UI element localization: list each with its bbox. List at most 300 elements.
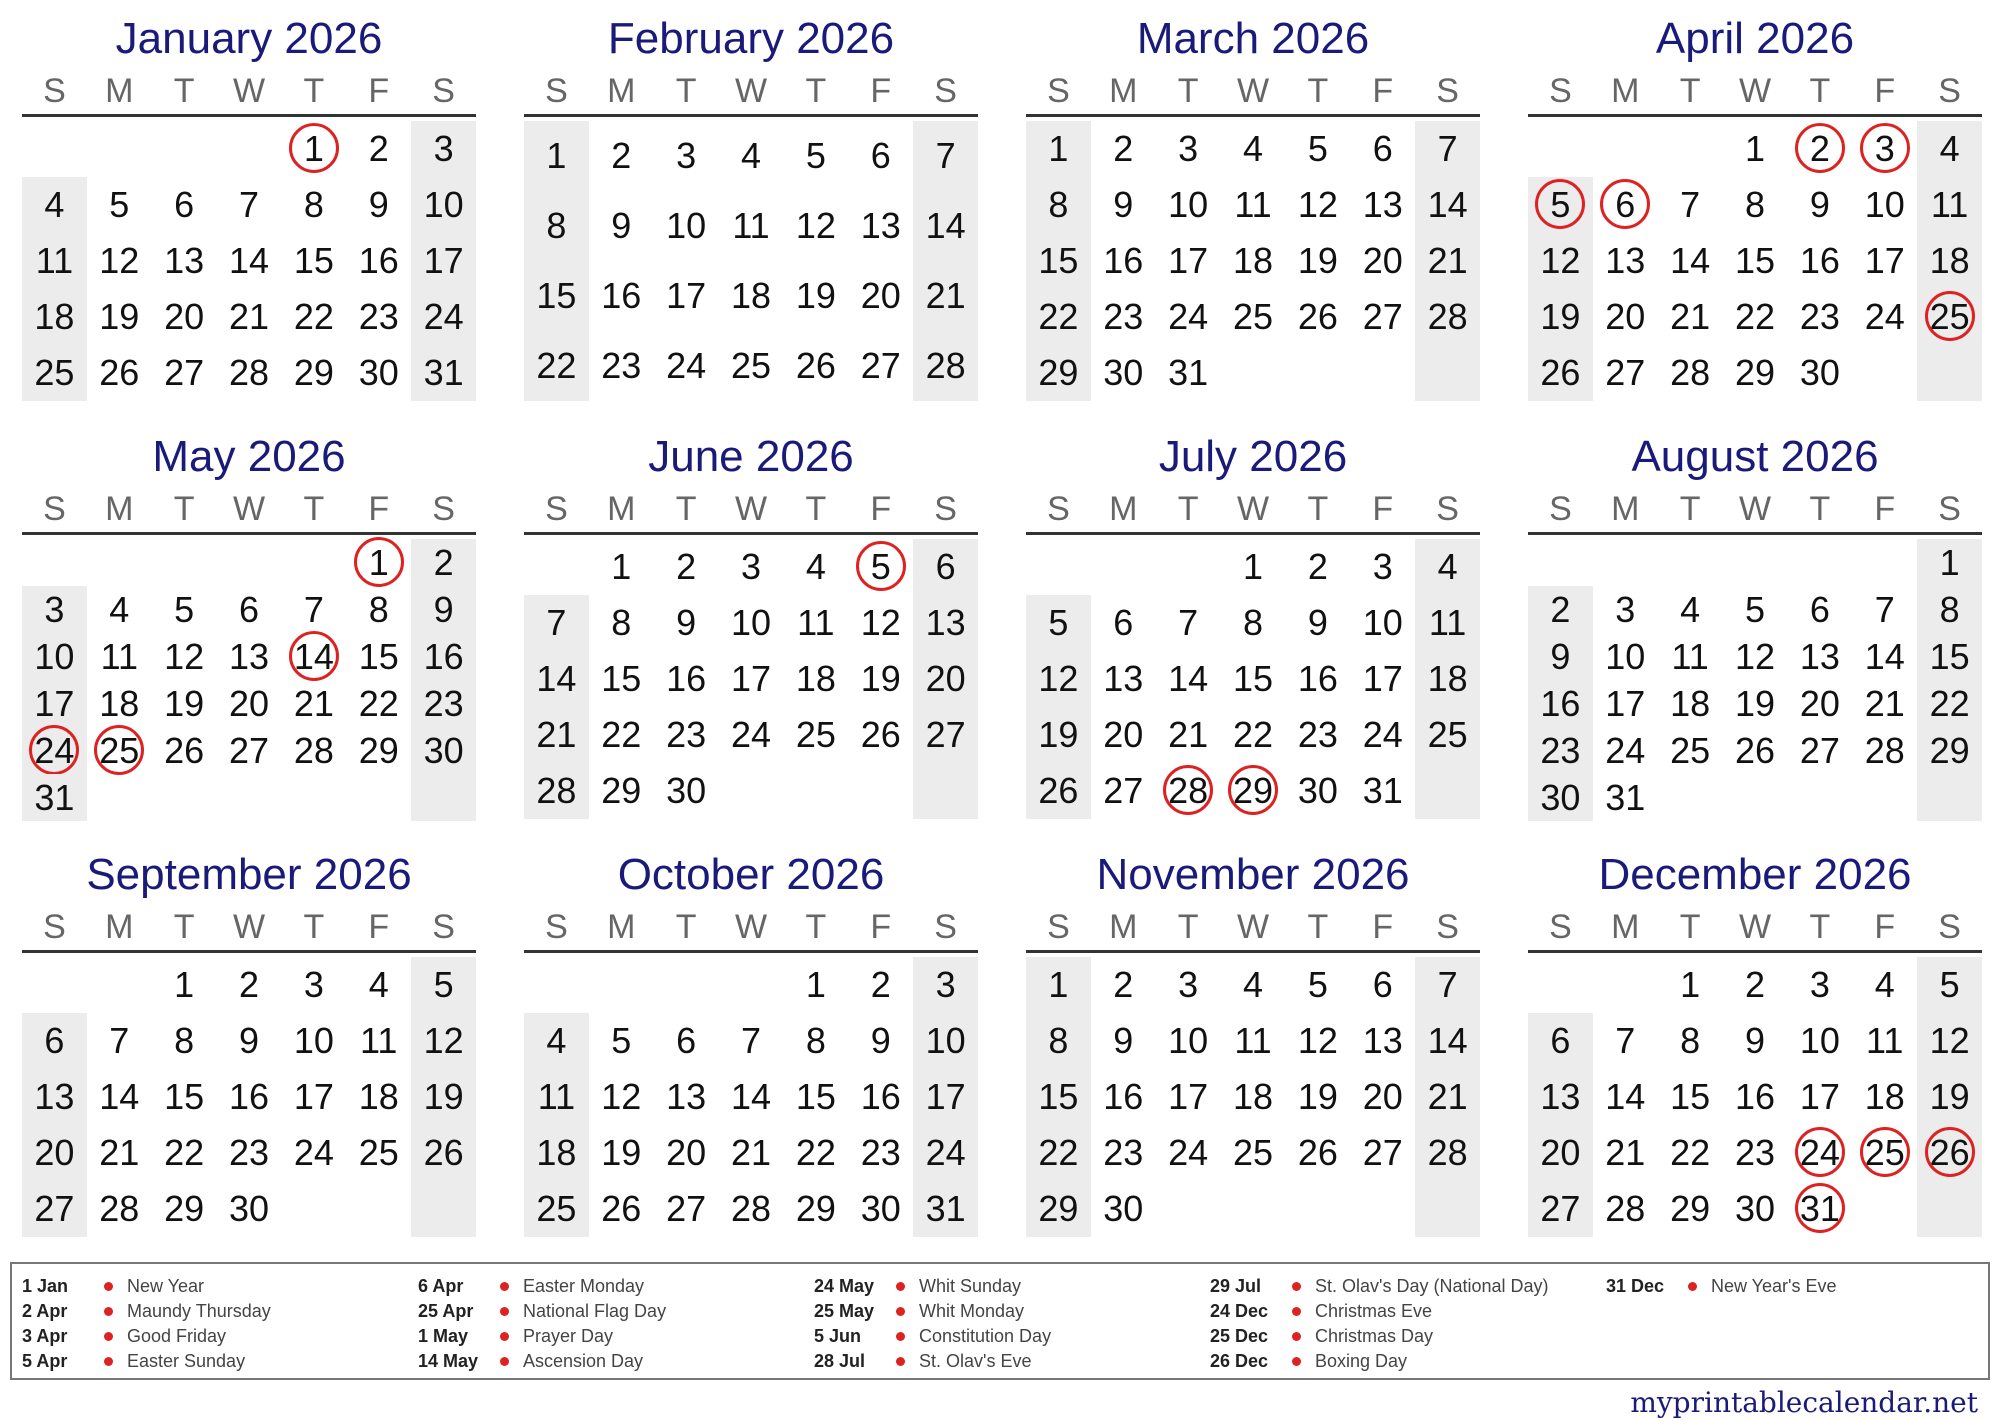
day-cell bbox=[1528, 177, 1593, 233]
weekday-label: T bbox=[1679, 489, 1701, 528]
day-cell bbox=[1091, 1181, 1156, 1237]
empty-cell bbox=[1156, 539, 1221, 595]
day-number: 24 bbox=[1168, 1132, 1209, 1173]
day-cell bbox=[1528, 680, 1593, 727]
bullet-dot-icon bbox=[104, 1307, 113, 1316]
day-cell bbox=[1156, 1069, 1221, 1125]
weekday-label: T bbox=[1809, 489, 1831, 528]
weekday-label: T bbox=[675, 71, 697, 110]
day-cell bbox=[1091, 233, 1156, 289]
weekday-label: W bbox=[734, 907, 768, 946]
holiday-circle-icon bbox=[1925, 291, 1975, 341]
day-number: 8 bbox=[1744, 184, 1766, 225]
day-number: 19 bbox=[1929, 1076, 1970, 1117]
day-number: 20 bbox=[1362, 1076, 1403, 1117]
day-number: 18 bbox=[99, 683, 140, 724]
day-cell bbox=[1528, 345, 1593, 401]
day-cell bbox=[848, 191, 913, 261]
week-row bbox=[524, 331, 978, 401]
calendar-grid bbox=[22, 10, 1978, 1230]
day-cell bbox=[1156, 651, 1221, 707]
legend-holiday-name: Constitution Day bbox=[919, 1326, 1052, 1346]
day-number: 17 bbox=[1605, 683, 1646, 724]
empty-cell bbox=[1787, 539, 1852, 586]
day-cell bbox=[1787, 1125, 1852, 1181]
week-row bbox=[524, 957, 978, 1013]
weekday-label: S bbox=[1938, 489, 1961, 528]
week-row bbox=[1528, 233, 1982, 289]
day-number: 1 bbox=[1048, 964, 1069, 1005]
day-cell bbox=[654, 261, 719, 331]
day-cell bbox=[217, 1069, 282, 1125]
week-row bbox=[524, 1125, 978, 1181]
day-cell bbox=[1091, 1013, 1156, 1069]
day-number: 19 bbox=[1297, 1076, 1338, 1117]
holiday-circle-icon bbox=[1795, 1127, 1845, 1177]
day-number: 14 bbox=[293, 636, 334, 677]
day-number: 21 bbox=[1427, 240, 1468, 281]
day-number: 30 bbox=[1103, 1188, 1144, 1229]
day-cell bbox=[1415, 121, 1480, 177]
legend-date: 5 Apr bbox=[22, 1351, 68, 1371]
week-row bbox=[524, 1069, 978, 1125]
day-number: 29 bbox=[358, 730, 399, 771]
legend-column bbox=[814, 1274, 1051, 1374]
day-number: 7 bbox=[238, 184, 260, 225]
holiday-circle-icon bbox=[1860, 123, 1910, 173]
weekday-label: F bbox=[368, 907, 390, 946]
day-number: 12 bbox=[601, 1076, 642, 1117]
day-cell bbox=[152, 1013, 217, 1069]
month-title: April 2026 bbox=[1655, 14, 1855, 63]
weekday-label: F bbox=[368, 71, 390, 110]
day-cell bbox=[87, 177, 152, 233]
day-number: 22 bbox=[164, 1132, 205, 1173]
day-cell bbox=[1723, 345, 1788, 401]
day-number: 4 bbox=[1939, 128, 1960, 169]
day-number: 29 bbox=[1232, 770, 1274, 811]
week-row bbox=[22, 1013, 476, 1069]
day-cell bbox=[1026, 345, 1091, 401]
weekday-header bbox=[524, 904, 978, 953]
day-cell bbox=[1528, 1013, 1593, 1069]
weekday-label: F bbox=[870, 71, 892, 110]
day-number: 15 bbox=[358, 636, 399, 677]
week-row bbox=[22, 633, 476, 680]
day-number: 4 bbox=[546, 1020, 567, 1061]
day-number: 9 bbox=[1307, 602, 1328, 643]
day-cell bbox=[1917, 633, 1982, 680]
day-number: 5 bbox=[1307, 128, 1328, 169]
day-number: 20 bbox=[860, 275, 901, 316]
day-number: 2 bbox=[611, 135, 632, 176]
holiday-circle-icon bbox=[1795, 1183, 1845, 1233]
weekday-label: W bbox=[734, 489, 768, 528]
day-cell bbox=[1917, 1125, 1982, 1181]
week-row bbox=[1026, 1125, 1480, 1181]
day-cell bbox=[152, 957, 217, 1013]
day-number: 11 bbox=[1428, 602, 1467, 643]
day-number: 26 bbox=[795, 345, 836, 386]
site-footer[interactable]: myprintablecalendar.net bbox=[1630, 1386, 1978, 1419]
day-cell bbox=[524, 1013, 589, 1069]
day-number: 5 bbox=[1048, 602, 1069, 643]
day-cell bbox=[654, 331, 719, 401]
day-cell bbox=[411, 177, 476, 233]
day-cell bbox=[1852, 586, 1917, 633]
day-cell bbox=[848, 651, 913, 707]
day-cell bbox=[22, 1125, 87, 1181]
day-cell bbox=[22, 289, 87, 345]
empty-cell bbox=[1415, 1181, 1480, 1237]
day-cell bbox=[913, 1181, 978, 1237]
bullet-dot-icon bbox=[104, 1332, 113, 1341]
weekday-label: S bbox=[1938, 71, 1961, 110]
day-number: 4 bbox=[1437, 546, 1458, 587]
day-number: 24 bbox=[293, 1132, 334, 1173]
day-number: 7 bbox=[1178, 602, 1199, 643]
holiday-circle-icon bbox=[29, 725, 79, 775]
day-number: 15 bbox=[1038, 240, 1079, 281]
day-cell bbox=[783, 1069, 848, 1125]
day-number: 23 bbox=[1103, 296, 1144, 337]
day-cell bbox=[1221, 121, 1286, 177]
day-number: 18 bbox=[1232, 240, 1274, 281]
day-cell bbox=[87, 680, 152, 727]
day-cell bbox=[152, 680, 217, 727]
empty-cell bbox=[152, 539, 217, 586]
week-row bbox=[1528, 957, 1982, 1013]
day-cell bbox=[1091, 345, 1156, 401]
weekday-label: S bbox=[934, 907, 957, 946]
day-number: 31 bbox=[1362, 770, 1403, 811]
legend-item bbox=[814, 1274, 1051, 1299]
day-number: 13 bbox=[1605, 240, 1646, 281]
day-number: 13 bbox=[1799, 636, 1840, 677]
day-number: 28 bbox=[1427, 1132, 1468, 1173]
month-title: December 2026 bbox=[1598, 850, 1912, 899]
day-cell bbox=[719, 1069, 784, 1125]
day-cell bbox=[1852, 121, 1917, 177]
day-number: 17 bbox=[423, 240, 464, 281]
day-cell bbox=[1026, 1069, 1091, 1125]
day-cell bbox=[281, 957, 346, 1013]
weekday-label: M bbox=[1109, 907, 1138, 946]
day-cell bbox=[913, 121, 978, 191]
day-cell bbox=[783, 1181, 848, 1237]
legend-holiday-name: Whit Sunday bbox=[919, 1276, 1022, 1296]
day-number: 16 bbox=[1103, 240, 1144, 281]
weekday-header bbox=[524, 68, 978, 117]
empty-cell bbox=[848, 763, 913, 819]
weekday-label: S bbox=[1549, 907, 1572, 946]
day-number: 4 bbox=[44, 184, 65, 225]
empty-cell bbox=[1026, 539, 1091, 595]
day-cell bbox=[217, 957, 282, 1013]
day-number: 11 bbox=[360, 1020, 398, 1061]
day-cell bbox=[1350, 651, 1415, 707]
week-row bbox=[22, 121, 476, 177]
day-number: 25 bbox=[34, 352, 75, 393]
day-cell bbox=[1091, 595, 1156, 651]
day-number: 23 bbox=[1103, 1132, 1144, 1173]
day-number: 15 bbox=[1670, 1076, 1711, 1117]
day-number: 27 bbox=[1799, 730, 1840, 771]
day-cell bbox=[281, 121, 346, 177]
weekday-label: S bbox=[934, 489, 957, 528]
day-cell bbox=[1350, 707, 1415, 763]
week-row bbox=[1026, 1069, 1480, 1125]
day-cell bbox=[848, 121, 913, 191]
day-number: 26 bbox=[99, 352, 140, 393]
day-number: 1 bbox=[174, 964, 195, 1005]
weekday-label: M bbox=[1109, 489, 1138, 528]
day-cell bbox=[1528, 1069, 1593, 1125]
day-cell bbox=[87, 1181, 152, 1237]
day-number: 18 bbox=[730, 275, 772, 316]
day-number: 30 bbox=[1799, 352, 1840, 393]
empty-cell bbox=[1593, 121, 1658, 177]
day-number: 11 bbox=[797, 602, 835, 643]
day-cell bbox=[1723, 1125, 1788, 1181]
day-cell bbox=[1528, 1125, 1593, 1181]
day-number: 5 bbox=[1939, 964, 1960, 1005]
weekday-label: F bbox=[368, 489, 390, 528]
day-cell bbox=[1285, 957, 1350, 1013]
weekday-header bbox=[1026, 486, 1480, 535]
day-cell bbox=[22, 774, 87, 821]
day-number: 14 bbox=[99, 1076, 140, 1117]
day-number: 15 bbox=[795, 1076, 836, 1117]
day-cell bbox=[152, 345, 217, 401]
day-cell bbox=[848, 261, 913, 331]
day-number: 19 bbox=[795, 275, 836, 316]
day-number: 19 bbox=[601, 1132, 642, 1173]
weekday-header bbox=[1528, 68, 1982, 117]
legend-holiday-name: Prayer Day bbox=[523, 1326, 614, 1346]
day-cell bbox=[1221, 595, 1286, 651]
day-cell bbox=[87, 1069, 152, 1125]
day-cell bbox=[783, 707, 848, 763]
day-number: 29 bbox=[1038, 352, 1079, 393]
legend-date: 6 Apr bbox=[418, 1276, 464, 1296]
day-number: 21 bbox=[1168, 714, 1209, 755]
day-number: 18 bbox=[34, 296, 75, 337]
day-number: 17 bbox=[293, 1076, 334, 1117]
day-number: 8 bbox=[1939, 589, 1960, 630]
bullet-dot-icon bbox=[896, 1282, 905, 1291]
weekday-label: S bbox=[432, 907, 455, 946]
day-number: 5 bbox=[174, 589, 195, 630]
weekday-label: M bbox=[607, 907, 636, 946]
day-number: 13 bbox=[34, 1076, 75, 1117]
day-cell bbox=[1350, 539, 1415, 595]
day-cell bbox=[1593, 233, 1658, 289]
day-cell bbox=[1593, 633, 1658, 680]
bullet-dot-icon bbox=[1292, 1332, 1301, 1341]
legend-item bbox=[1210, 1299, 1549, 1324]
day-number: 22 bbox=[358, 683, 399, 724]
day-number: 6 bbox=[935, 546, 956, 587]
day-cell bbox=[1593, 586, 1658, 633]
day-cell bbox=[1026, 1125, 1091, 1181]
day-number: 4 bbox=[109, 589, 130, 630]
day-cell bbox=[589, 763, 654, 819]
day-cell bbox=[281, 727, 346, 774]
day-number: 5 bbox=[1307, 964, 1328, 1005]
day-cell bbox=[848, 707, 913, 763]
day-cell bbox=[719, 331, 784, 401]
day-number: 27 bbox=[228, 730, 270, 771]
legend-holiday-name: Good Friday bbox=[127, 1326, 227, 1346]
day-cell bbox=[1723, 957, 1788, 1013]
day-cell bbox=[1350, 1069, 1415, 1125]
day-cell bbox=[281, 586, 346, 633]
legend-date: 31 Dec bbox=[1606, 1276, 1665, 1296]
holiday-circle-icon bbox=[354, 537, 404, 587]
empty-cell bbox=[1917, 345, 1982, 401]
day-number: 11 bbox=[1234, 1020, 1272, 1061]
day-number: 22 bbox=[1929, 683, 1970, 724]
day-number: 21 bbox=[99, 1132, 140, 1173]
legend-item bbox=[1606, 1274, 1837, 1299]
legend-item bbox=[418, 1299, 666, 1324]
day-cell bbox=[1091, 707, 1156, 763]
day-number: 7 bbox=[1437, 964, 1458, 1005]
day-number: 23 bbox=[1799, 296, 1840, 337]
empty-cell bbox=[1221, 345, 1286, 401]
bullet-dot-icon bbox=[500, 1282, 509, 1291]
day-number: 18 bbox=[1864, 1076, 1905, 1117]
day-number: 7 bbox=[935, 135, 956, 176]
day-cell bbox=[281, 633, 346, 680]
day-cell bbox=[1026, 1013, 1091, 1069]
day-number: 1 bbox=[303, 128, 324, 169]
day-cell bbox=[1723, 586, 1788, 633]
day-cell bbox=[1221, 957, 1286, 1013]
day-cell bbox=[346, 345, 411, 401]
month-title: June 2026 bbox=[648, 432, 854, 481]
day-number: 9 bbox=[368, 184, 389, 225]
weekday-label: S bbox=[1436, 71, 1459, 110]
week-row bbox=[1528, 633, 1982, 680]
day-number: 9 bbox=[238, 1020, 260, 1061]
day-number: 2 bbox=[433, 542, 454, 583]
day-number: 1 bbox=[611, 546, 632, 587]
day-number: 27 bbox=[1605, 352, 1646, 393]
month-6 bbox=[524, 428, 978, 838]
weekday-label: S bbox=[934, 71, 957, 110]
holiday-circle-icon bbox=[1860, 1127, 1910, 1177]
day-number: 3 bbox=[1874, 128, 1895, 169]
day-number: 26 bbox=[1297, 1132, 1338, 1173]
weekday-label: T bbox=[1679, 71, 1701, 110]
weekday-label: T bbox=[173, 71, 195, 110]
day-number: 25 bbox=[795, 714, 836, 755]
day-number: 13 bbox=[1362, 1020, 1403, 1061]
day-cell bbox=[1658, 727, 1723, 774]
day-cell bbox=[589, 707, 654, 763]
day-number: 17 bbox=[925, 1076, 966, 1117]
day-cell bbox=[1091, 177, 1156, 233]
legend-holiday-name: National Flag Day bbox=[523, 1301, 667, 1321]
day-cell bbox=[1026, 957, 1091, 1013]
day-number: 7 bbox=[109, 1020, 130, 1061]
day-cell bbox=[217, 177, 282, 233]
legend-holiday-name: Christmas Day bbox=[1315, 1326, 1434, 1346]
day-cell bbox=[589, 1181, 654, 1237]
day-number: 9 bbox=[611, 205, 632, 246]
legend-item bbox=[1210, 1349, 1549, 1374]
day-cell bbox=[1026, 707, 1091, 763]
day-cell bbox=[22, 1069, 87, 1125]
day-cell bbox=[346, 177, 411, 233]
day-number: 7 bbox=[303, 589, 324, 630]
day-cell bbox=[1528, 633, 1593, 680]
day-cell bbox=[1528, 586, 1593, 633]
day-number: 22 bbox=[1734, 296, 1776, 337]
empty-cell bbox=[783, 763, 848, 819]
week-row bbox=[524, 539, 978, 595]
legend-column bbox=[418, 1274, 666, 1374]
bullet-dot-icon bbox=[104, 1357, 113, 1366]
day-number: 24 bbox=[1864, 296, 1905, 337]
day-number: 6 bbox=[870, 135, 891, 176]
day-number: 2 bbox=[1113, 128, 1134, 169]
day-number: 5 bbox=[611, 1020, 632, 1061]
empty-cell bbox=[913, 763, 978, 819]
week-row bbox=[22, 680, 476, 727]
day-number: 18 bbox=[536, 1132, 577, 1173]
day-number: 17 bbox=[1362, 658, 1403, 699]
empty-cell bbox=[152, 774, 217, 821]
legend-holiday-name: Whit Monday bbox=[919, 1301, 1025, 1321]
empty-cell bbox=[87, 957, 152, 1013]
legend-item bbox=[22, 1299, 271, 1324]
day-number: 3 bbox=[676, 135, 697, 176]
day-cell bbox=[589, 1125, 654, 1181]
week-row bbox=[1026, 651, 1480, 707]
day-cell bbox=[346, 539, 411, 586]
day-number: 5 bbox=[870, 546, 891, 587]
day-cell bbox=[589, 191, 654, 261]
day-number: 23 bbox=[666, 714, 707, 755]
day-number: 11 bbox=[1671, 636, 1709, 677]
day-number: 28 bbox=[730, 1188, 772, 1229]
day-cell bbox=[411, 957, 476, 1013]
day-number: 26 bbox=[1734, 730, 1776, 771]
day-number: 16 bbox=[358, 240, 399, 281]
empty-cell bbox=[654, 957, 719, 1013]
empty-cell bbox=[1787, 774, 1852, 821]
day-number: 15 bbox=[536, 275, 577, 316]
day-number: 16 bbox=[1799, 240, 1840, 281]
day-number: 11 bbox=[100, 636, 138, 677]
day-number: 22 bbox=[1670, 1132, 1711, 1173]
day-cell bbox=[913, 1125, 978, 1181]
day-number: 30 bbox=[228, 1188, 270, 1229]
day-number: 10 bbox=[293, 1020, 334, 1061]
day-cell bbox=[1156, 707, 1221, 763]
day-cell bbox=[22, 586, 87, 633]
day-grid bbox=[1026, 957, 1480, 1243]
day-grid bbox=[22, 957, 476, 1243]
day-cell bbox=[1221, 289, 1286, 345]
empty-cell bbox=[1917, 774, 1982, 821]
day-cell bbox=[1285, 763, 1350, 819]
day-number: 4 bbox=[740, 135, 762, 176]
day-cell bbox=[1350, 177, 1415, 233]
